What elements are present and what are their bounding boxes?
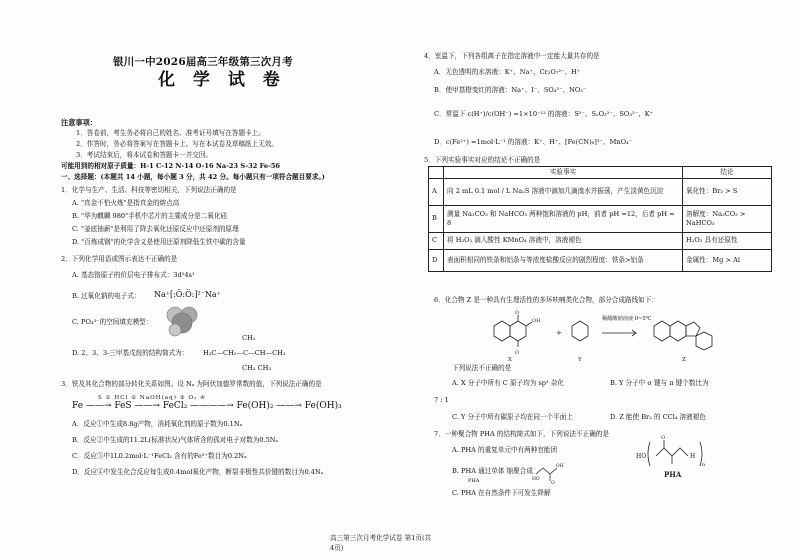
school-title: 银川一中2026届高三年级第三次月考 bbox=[113, 56, 293, 68]
svg-text:O: O bbox=[661, 435, 666, 441]
svg-text:n: n bbox=[702, 462, 706, 468]
label-x: X bbox=[508, 357, 512, 362]
q4-option-b: B．使甲基橙变红的溶液：Na⁺、I⁻、SO₄²⁻、NO₃⁻ bbox=[434, 86, 587, 94]
q3-option-a: A．反应①中生成8.8g产物，消耗氧化剂的原子数为0.1Nₐ bbox=[72, 420, 243, 428]
peroxide-electron-formula: Na⁺[:Ö:Ö:]²⁻Na⁺ bbox=[154, 290, 221, 299]
svg-text:O: O bbox=[515, 310, 520, 316]
q4-option-d: D．c(Fe²⁺) =1mol·L⁻¹ 的溶液：K⁺、H⁺、[Fe(CN)₆]³⁻、MnO₄⁻ bbox=[434, 138, 633, 146]
table-header-row bbox=[429, 167, 772, 179]
q6-sub: 下列说法不正确的是 bbox=[452, 364, 512, 372]
q5-table bbox=[428, 166, 772, 272]
svg-text:OH: OH bbox=[556, 464, 564, 469]
note-3: 3．考试结束后，将本试卷和答题卡一并交回。 bbox=[76, 151, 213, 159]
reaction-conditions: 稀醋酸钠溶液 0~5℃ bbox=[602, 316, 652, 322]
note-2: 2．作答时，务必将答案写在答题卡上。写在本试卷及草稿纸上无效。 bbox=[76, 140, 279, 148]
label-y: Y bbox=[578, 357, 582, 362]
table-cell: D bbox=[429, 249, 444, 271]
q2-option-c: C. PO₄³⁻的空间填充模型： bbox=[72, 318, 153, 326]
q1-option-a: A. "真金不怕火炼"是指真金的熔点高 bbox=[72, 199, 180, 207]
q7-option-b: B. PHA 通过单体 缩聚合成 bbox=[452, 467, 533, 475]
table-cell: 金属性：Mg > Al bbox=[683, 249, 772, 271]
q3-chain-labels: S ① HCl ② NaOH(aq) ③ O₂ ④ bbox=[98, 395, 207, 401]
table-cell: C bbox=[429, 232, 444, 249]
pentane-struct-mid: H₃C—CH₂—C—CH—CH₃ bbox=[203, 349, 286, 357]
svg-text:OH: OH bbox=[532, 318, 541, 324]
q7-option-a: A. PHA 的重复单元中有两种官能团 bbox=[452, 446, 558, 454]
space-filling-model-icon bbox=[162, 303, 202, 337]
q2-option-a: A. 基态铬原子的价层电子排布式：3d⁵4s¹ bbox=[72, 271, 195, 279]
table-cell: 向 2 mL 0.1 mol / L Na₂S 溶液中滴加几滴溴水并振荡，产生淡黄色沉淀 bbox=[444, 178, 683, 205]
q6-stem: 6．化合物 Z 是一种具有生理活性的多环呋喃类化合物，部分合成路线如下： bbox=[434, 296, 658, 304]
svg-text:HO: HO bbox=[636, 453, 647, 460]
atomic-masses: 可能用到的相对原子质量：H-1 C-12 N-14 O-16 Na-23 S-32 Fe-56 bbox=[61, 162, 281, 170]
table-cell: H₂O₂ 具有还原性 bbox=[683, 232, 772, 249]
q3-stem: 3．铁及其化合物的部分转化关系如图。设 Nₐ 为阿伏加德罗常数的值，下列说法正确的是 bbox=[61, 380, 322, 388]
q4-option-a: A．无色透明的水溶液：K⁺、Na⁺、Cr₂O₇²⁻、H⁺ bbox=[434, 68, 581, 76]
q3-option-d: D．反应④中发生化合反应每生成0.4mol氧化产物，断裂非极性共价键的数目为0.4Nₐ bbox=[72, 468, 324, 476]
table-row bbox=[429, 205, 772, 232]
page-footer: 高三第三次月考化学试卷 第1页(共 bbox=[330, 534, 432, 542]
q6-option-d: D. Z 能使 Br₂ 的 CCl₄ 溶液褪色 bbox=[610, 413, 706, 421]
q1-stem: 1．化学与生产、生活、科技等密切相关，下列说法正确的是 bbox=[61, 186, 237, 194]
q3-option-b: B．反应②中生成的11.2L(标准状况)气体所含的孤对电子对数为0.5Nₐ bbox=[72, 436, 279, 444]
table-header-cell bbox=[429, 167, 444, 179]
svg-text:+: + bbox=[556, 329, 562, 337]
q2-stem: 2．下列化学用语或图示表达不正确的是 bbox=[61, 255, 178, 263]
monomer-label: PHA bbox=[468, 478, 480, 484]
label-z: Z bbox=[682, 357, 686, 362]
table-cell: B bbox=[429, 205, 444, 232]
q3-chain: Fe ——→ FeS ——→ FeCl₂ ————→ Fe(OH)₂ ——→ Fe(OH)₃ bbox=[72, 401, 342, 411]
table-row bbox=[429, 249, 772, 271]
table-cell: A bbox=[429, 178, 444, 205]
q3-option-c: C．反应③中1L0.2mol·L⁻¹FeCl₂ 含有的Fe²⁺数目为0.2Nₐ bbox=[72, 452, 247, 460]
table-cell: 氧化性：Br₂ > S bbox=[683, 178, 772, 205]
q1-option-b: B. "华为麒麟 980"手机中芯片的主要成分是二氧化硅 bbox=[72, 212, 228, 220]
section-heading: 一、选择题：(本题共 14 小题，每小题 3 分，共 42 分。每小题只有一项符合题目要求。) bbox=[61, 173, 325, 181]
q2-option-b: B. 过氧化钠的电子式： bbox=[72, 292, 141, 300]
pha-name: PHA bbox=[664, 470, 682, 479]
q5-stem: 5．下列实验事实对应的结论不正确的是 bbox=[424, 156, 541, 164]
monomer-structure-icon bbox=[532, 458, 566, 484]
table-header-cell: 实验事实 bbox=[444, 167, 683, 179]
q7-stem: 7．一种聚合物 PHA 的结构简式如下，下列说法不正确的是 bbox=[434, 430, 609, 438]
table-cell: 表面积相同的铁条和铝条与等浓度盐酸反应的剧烈程度：铁条>铝条 bbox=[444, 249, 683, 271]
q4-stem: 4．室温下，下列各组离子在指定溶液中一定能大量共存的是 bbox=[424, 52, 600, 60]
svg-text:O: O bbox=[515, 350, 520, 356]
q1-option-c: C. "釜底抽薪"是利用了降去氧化还原反应中还原剂的原理 bbox=[72, 225, 239, 233]
notes-heading: 注意事项： bbox=[61, 118, 97, 127]
exam-title: 化 学 试 卷 bbox=[158, 70, 286, 90]
table-cell: 测量 Na₂CO₃ 和 NaHCO₃ 两种饱和溶液的 pH，前者 pH =12，后者 pH = 8 bbox=[444, 205, 683, 232]
table-row bbox=[429, 178, 772, 205]
pha-polymer-structure-icon bbox=[634, 434, 718, 480]
table-cell: 溶解度：Na₂CO₃ > NaHCO₃ bbox=[683, 205, 772, 232]
q4-option-c: C．常温下 c(H⁺)/c(OH⁻) =1×10⁻¹² 的溶液：S²⁻、S₂O₃²⁻、SO₃²⁻、K⁺ bbox=[434, 110, 654, 118]
table-cell: 将 H₂O₂ 滴入酸性 KMnO₄ 溶液中，溶液褪色 bbox=[444, 232, 683, 249]
q7-option-c: C. PHA 在自然条件下可发生降解 bbox=[452, 489, 551, 497]
q1-option-d: D. "百炼成钢"的化学含义是使用还原剂降低生铁中碳的含量 bbox=[72, 238, 246, 246]
q2-option-d: D. 2、3、3-三甲基戊烷的结构简式为： bbox=[72, 349, 189, 357]
q6-option-c: C. Y 分子中所有碳原子均在同一个平面上 bbox=[452, 413, 573, 421]
svg-text:O: O bbox=[551, 481, 555, 484]
table-row bbox=[429, 232, 772, 249]
table-header-cell: 结论 bbox=[683, 167, 772, 179]
page-footer-cont: 4页) bbox=[330, 544, 344, 552]
note-1: 1．答卷前，考生务必将自己的姓名、准考证号填写在答题卡上。 bbox=[76, 129, 265, 137]
svg-text:HO: HO bbox=[532, 477, 540, 482]
pentane-struct-top: CH₃ bbox=[242, 334, 256, 342]
pentane-struct-bot: CH₃ CH₃ bbox=[242, 364, 271, 372]
q6-option-b: B. Y 分子中 σ 键与 π 键个数比为 bbox=[610, 379, 709, 387]
svg-text:H: H bbox=[690, 453, 696, 460]
q6-option-a: A. X 分子中所有 C 原子均为 sp² 杂化 bbox=[452, 379, 564, 387]
q6-option-b-cont: 7 : 1 bbox=[434, 396, 449, 404]
